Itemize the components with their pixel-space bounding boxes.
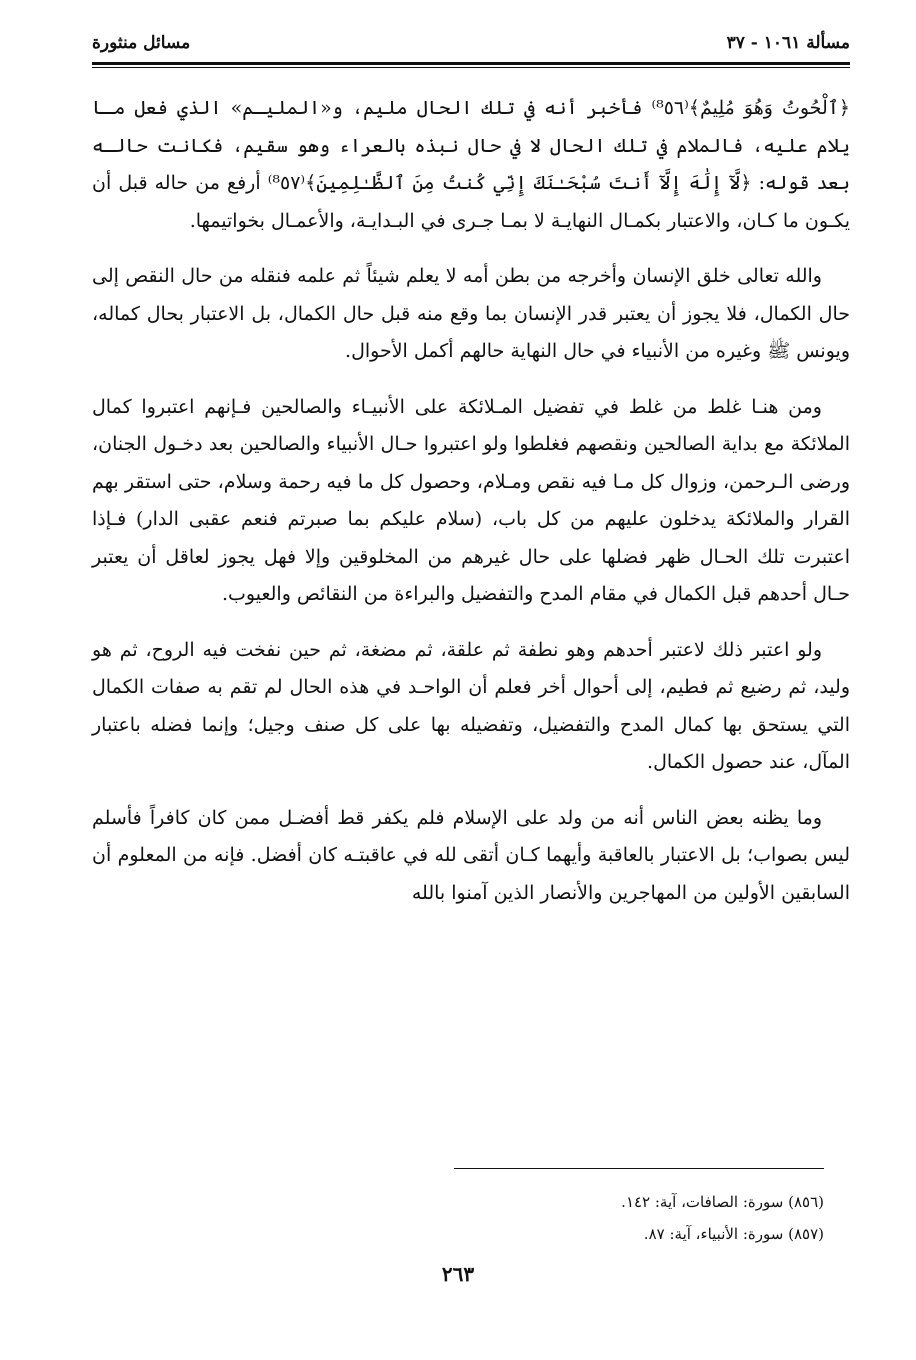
paragraph: ولو اعتبر ذلك لاعتبر أحدهم وهو نطفة ثم علقة، ثم مضغة، ثم حين نفخت فيه الروح، ثم هو وليد، ثم رضيع ثم فطيم، إلى أحوال أخر فعلم أن الواحـد في هذه الحال لم تقم به صفات الكمال التي يستحق بها كمال المدح والتفضيل، وتفضيله بها على كل صنف وجيل؛ وإنما فضله باعتبار المآل، عند حصول الكمال.: [92, 638, 850, 773]
book-page: [92, 28, 850, 930]
paragraph: وما يظنه بعض الناس أنه من ولد على الإسلام فلم يكفر قط أفضـل ممن كان كافراً فأسلم ليس بصواب؛ بل الاعتبار بالعاقبة وأيهما كـان أتقى لله في عاقبتـه كان أفضل. فإنه من المعلوم أن السابقين الأولين من المهاجرين والأنصار الذين آمنوا بالله: [92, 806, 850, 904]
header-rule-thin: [92, 67, 850, 68]
header-rule-thick: [92, 62, 850, 65]
footnote: (٨٥٧) سورة: الأنبياء، آية: ٨٧.: [643, 1225, 824, 1243]
header-issue-number: مسألة ١٠٦١ - ٣٧: [726, 33, 850, 53]
footnotes: [224, 1186, 824, 1250]
main-text: [92, 90, 850, 912]
footnote: (٨٥٦) سورة: الصافات، آية: ١٤٢.: [621, 1193, 824, 1211]
footnote-separator: [454, 1168, 824, 1169]
page-number: ٢٦٣: [441, 1262, 475, 1286]
paragraph: والله تعالى خلق الإنسان وأخرجه من بطن أمه لا يعلم شيئاً ثم علمه فنقله من حال النقص إلى حال الكمال، فلا يجوز أن يعتبر قدر الإنسان بما وقع منه قبل حال الكمال، بل الاعتبار بحال كماله، ويونس ﷺ وغيره من الأنبياء في حال النهاية حالهم أكمل الأحوال.: [92, 265, 850, 362]
header-section-title: مسائل منثورة: [92, 33, 191, 53]
running-header: [92, 28, 850, 58]
paragraph: ومن هنـا غلط من غلط في تفضيل المـلائكة على الأنبيـاء والصالحين فـإنهم اعتبروا كمال الملائكة مع بداية الصالحين ونقصهم فغلطوا ولو اعتبروا حـال الأنبياء والصالحين بعد دخـول الجنان، ورضى الـرحمن، وزوال كل مـا فيه نقص ومـلام، وحصول كل ما فيه رحمة وسلام، حتى استقر بهم القرار والملائكة يدخلون عليهم من كل باب، (سلام عليكم بما صبرتم فنعم عقبى الدار) فـإذا اعتبرت تلك الحـال ظهر فضلها على حال غيرهم من المخلوقين وإلا فهل يجوز لعاقل أن يعتبر حـال أحدهم قبل الكمال في مقام المدح والتفضيل والبراءة من النقائص والعيوب.: [92, 395, 850, 605]
paragraph: ﴿ٱلْحُوتُ وَهُوَ مُلِيمٌ﴾⁽⁸٥٦⁾ فأخبر أنه في تلك الحال مليم، و«المليـم» الذي فعل مـا يلام عليه، فالملام في تلك الحال لا في حال نبذه بالعراء وهو سقيم، فكانت حالـه بعد قوله: ﴿لَّآ إِلَٰهَ إِلَّآ أَنتَ سُبْحَـٰنَكَ إِنِّي كُنتُ مِنَ ٱلظَّـٰلِمِينَ﴾⁽⁸٥٧⁾ أرفع من حاله قبل أن يكـون ما كـان، والاعتبار بكمـال النهايـة لا بمـا جـرى في البـدايـة، والأعمـال بخواتيمها.: [92, 97, 850, 232]
